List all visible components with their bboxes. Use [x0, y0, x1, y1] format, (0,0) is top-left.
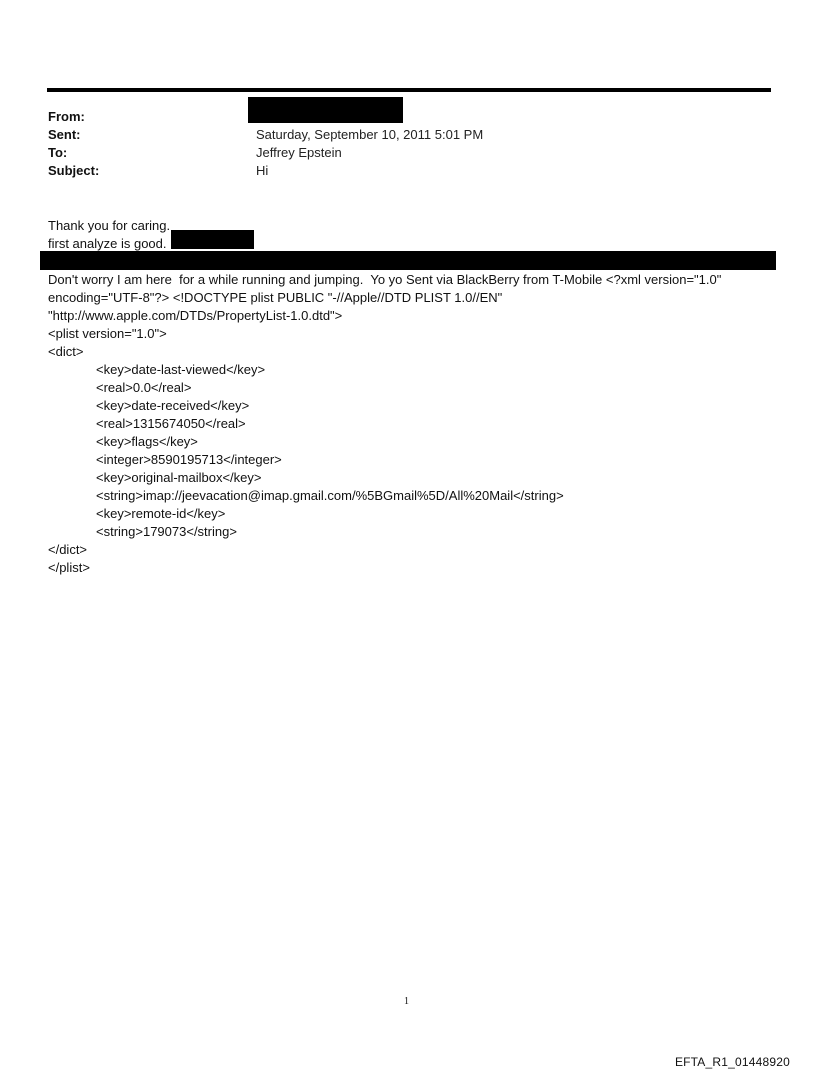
to-row — [48, 144, 748, 162]
body-line-3: Don't worry I am here for a while running and jumping. Yo yo Sent via BlackBerry from T-Mobile <?xml version="1.0" — [48, 272, 722, 287]
bates-number: EFTA_R1_01448920 — [674, 1055, 790, 1069]
body-line-4: encoding="UTF-8"?> <!DOCTYPE plist PUBLIC "-//Apple//DTD PLIST 1.0//EN" — [48, 290, 503, 305]
header-rule — [47, 88, 771, 92]
to-label: To: — [48, 145, 68, 160]
body-line-6: <plist version="1.0"> — [48, 326, 167, 341]
body-redaction-bar — [40, 251, 776, 270]
xml-line: <string>imap://jeevacation@imap.gmail.com/%5BGmail%5D/All%20Mail</string> — [96, 488, 564, 503]
sent-value: Saturday, September 10, 2011 5:01 PM — [256, 127, 484, 142]
body-line-5: "http://www.apple.com/DTDs/PropertyList-1.0.dtd"> — [48, 308, 343, 323]
subject-value: Hi — [256, 163, 269, 178]
xml-line: <key>remote-id</key> — [96, 506, 226, 521]
xml-line: <real>1315674050</real> — [96, 416, 246, 431]
xml-line: <string>179073</string> — [96, 524, 237, 539]
xml-line: <key>date-last-viewed</key> — [96, 362, 266, 377]
xml-line: <real>0.0</real> — [96, 380, 192, 395]
sent-label: Sent: — [48, 127, 81, 142]
xml-line: <key>original-mailbox</key> — [96, 470, 262, 485]
body-line-7: <dict> — [48, 344, 84, 359]
xml-line: <key>flags</key> — [96, 434, 198, 449]
xml-line: <integer>8590195713</integer> — [96, 452, 282, 467]
body-line-1: Thank you for caring. — [48, 218, 171, 233]
body-line-2: first analyze is good. — [48, 236, 167, 251]
subject-label: Subject: — [48, 163, 100, 178]
body-redaction-small — [171, 230, 254, 249]
page-number: 1 — [404, 996, 409, 1007]
close-plist-line: </plist> — [48, 560, 90, 575]
to-value: Jeffrey Epstein — [256, 145, 342, 160]
subject-row — [48, 162, 748, 180]
close-dict-line: </dict> — [48, 542, 88, 557]
from-label: From: — [48, 109, 85, 124]
from-redaction — [248, 97, 403, 123]
sent-row — [48, 126, 748, 144]
xml-line: <key>date-received</key> — [96, 398, 250, 413]
